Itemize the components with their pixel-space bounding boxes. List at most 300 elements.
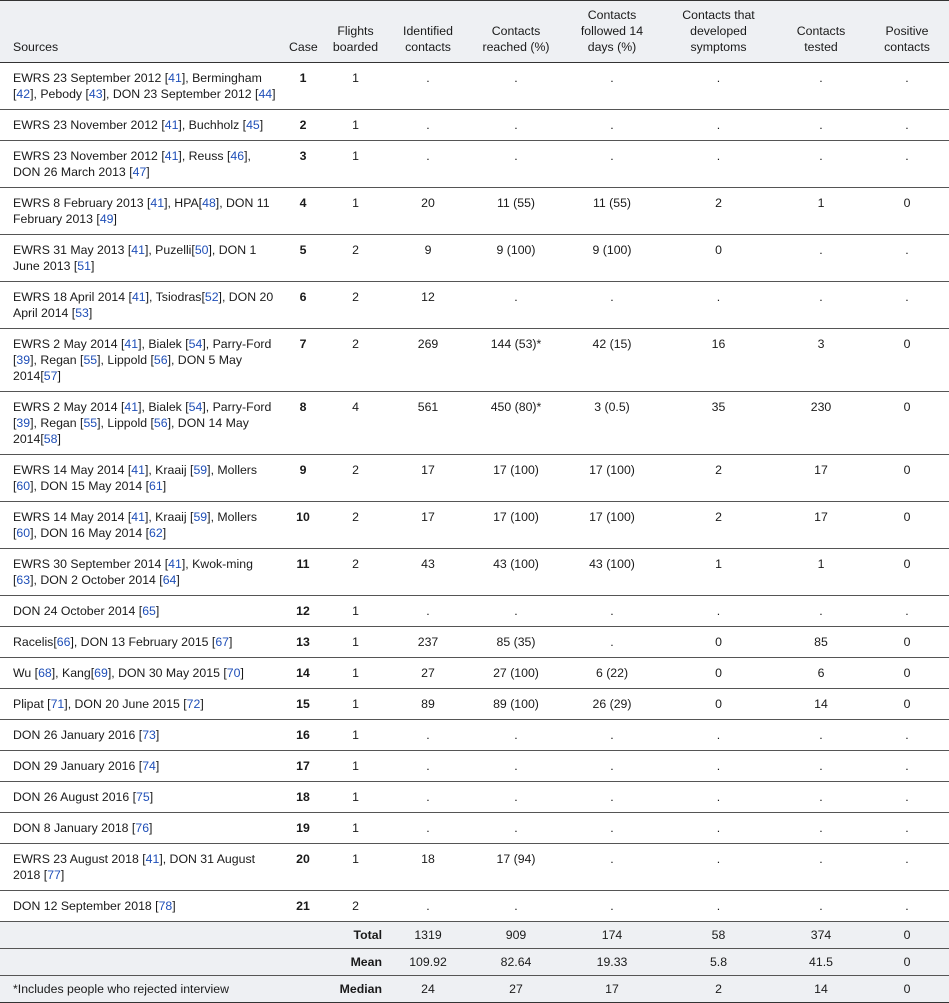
reference-link[interactable]: 64: [162, 573, 177, 587]
reference-link[interactable]: 41: [150, 196, 165, 210]
contacts-reached-cell: .: [468, 282, 564, 329]
reference-link[interactable]: 41: [168, 71, 182, 85]
contacts-followed-cell: 43 (100): [564, 549, 660, 596]
source-text: EWRS 18 April 2014 [: [13, 290, 132, 304]
reference-link[interactable]: 67: [215, 635, 230, 649]
contacts-symptoms-summary-cell: 2: [660, 976, 777, 1003]
reference-link[interactable]: 68: [38, 666, 52, 680]
source-text: Racelis[: [13, 635, 57, 649]
contacts-tested-cell: .: [777, 720, 865, 751]
reference-link[interactable]: 46: [230, 149, 245, 163]
reference-link[interactable]: 41: [131, 510, 145, 524]
flights-boarded-cell: 2: [323, 502, 388, 549]
contacts-reached-summary-cell: 82.64: [468, 949, 564, 976]
contacts-symptoms-cell: .: [660, 751, 777, 782]
positive-contacts-cell: 0: [865, 658, 949, 689]
contacts-tested-cell: .: [777, 110, 865, 141]
contacts-followed-cell: .: [564, 891, 660, 922]
reference-link[interactable]: 74: [142, 759, 156, 773]
contacts-followed-cell: 26 (29): [564, 689, 660, 720]
positive-contacts-cell: .: [865, 751, 949, 782]
case-number-cell: 19: [283, 813, 323, 844]
positive-contacts-cell: 0: [865, 627, 949, 658]
summary-spacer: [0, 922, 283, 949]
flights-boarded-cell: 2: [323, 549, 388, 596]
reference-link[interactable]: 59: [193, 463, 208, 477]
reference-link[interactable]: 71: [50, 697, 65, 711]
source-text: EWRS 14 May 2014 [: [13, 463, 132, 477]
case-number-cell: 8: [283, 392, 323, 455]
table-body: [0, 63, 949, 1003]
reference-link[interactable]: 76: [135, 821, 150, 835]
identified-contacts-cell: 20: [388, 188, 468, 235]
flights-boarded-cell: 1: [323, 720, 388, 751]
flights-boarded-cell: 1: [323, 813, 388, 844]
positive-contacts-cell: 0: [865, 392, 949, 455]
reference-link[interactable]: 57: [43, 369, 58, 383]
source-cell: [0, 329, 283, 392]
source-text: ], Kwok-ming [: [13, 557, 253, 587]
case-number-cell: 7: [283, 329, 323, 392]
flights-boarded-cell: 2: [323, 235, 388, 282]
table-row: [0, 782, 949, 813]
reference-link[interactable]: 45: [246, 118, 260, 132]
source-text: DON 26 January 2016 [: [13, 728, 143, 742]
source-text: DON 12 September 2018 [: [13, 899, 159, 913]
positive-contacts-header: Positive contacts: [865, 1, 949, 63]
contacts-reached-cell: 9 (100): [468, 235, 564, 282]
source-cell: [0, 502, 283, 549]
contacts-reached-cell: .: [468, 720, 564, 751]
reference-link[interactable]: 77: [47, 868, 61, 882]
contacts-tested-cell: 6: [777, 658, 865, 689]
source-text: DON 24 October 2014 [: [13, 604, 143, 618]
table-row: [0, 63, 949, 110]
source-text: DON 8 January 2018 [: [13, 821, 136, 835]
case-number-cell: 11: [283, 549, 323, 596]
flights-boarded-cell: 1: [323, 141, 388, 188]
case-number-cell: 1: [283, 63, 323, 110]
contacts-followed-cell: .: [564, 782, 660, 813]
identified-contacts-cell: 43: [388, 549, 468, 596]
positive-contacts-cell: 0: [865, 689, 949, 720]
contacts-followed-cell: .: [564, 751, 660, 782]
positive-contacts-cell: .: [865, 844, 949, 891]
source-text: ], Kraaij [: [144, 463, 194, 477]
reference-link[interactable]: 53: [75, 306, 89, 320]
case-number-cell: 14: [283, 658, 323, 689]
contacts-followed-cell: .: [564, 720, 660, 751]
identified-contacts-summary-cell: 24: [388, 976, 468, 1003]
reference-link[interactable]: 52: [204, 290, 219, 304]
flights-boarded-cell: 2: [323, 282, 388, 329]
contacts-reached-cell: 17 (100): [468, 502, 564, 549]
contacts-followed-cell: .: [564, 627, 660, 658]
source-cell: [0, 188, 283, 235]
source-text: ]: [149, 790, 154, 804]
source-text: ]: [60, 868, 65, 882]
table-row: [0, 689, 949, 720]
contacts-symptoms-cell: .: [660, 110, 777, 141]
contacts-tested-cell: .: [777, 141, 865, 188]
case-number-cell: 3: [283, 141, 323, 188]
summary-label: Mean: [283, 949, 388, 976]
identified-contacts-cell: .: [388, 891, 468, 922]
contacts-reached-cell: 450 (80)*: [468, 392, 564, 455]
contacts-tested-cell: 3: [777, 329, 865, 392]
contacts-followed-cell: .: [564, 596, 660, 627]
source-text: ], DON 11 February 2013 [: [13, 196, 270, 226]
reference-link[interactable]: 60: [16, 526, 31, 540]
contacts-reached-cell: 11 (55): [468, 188, 564, 235]
contacts-tested-cell: 17: [777, 455, 865, 502]
source-text: ], Buchholz [: [178, 118, 247, 132]
source-text: ], DON 23 September 2012 [: [102, 87, 259, 101]
contacts-tested-summary-cell: 374: [777, 922, 865, 949]
identified-contacts-cell: .: [388, 813, 468, 844]
case-number-cell: 15: [283, 689, 323, 720]
contacts-reached-cell: .: [468, 782, 564, 813]
table-row: [0, 720, 949, 751]
source-text: ], DON 14 May 2014[: [13, 416, 249, 446]
reference-link[interactable]: 51: [77, 259, 91, 273]
source-text: ], Kang[: [51, 666, 95, 680]
flights-boarded-cell: 1: [323, 782, 388, 813]
reference-link[interactable]: 78: [158, 899, 173, 913]
contacts-tested-cell: 85: [777, 627, 865, 658]
contacts-followed-cell: .: [564, 110, 660, 141]
source-text: ]: [200, 697, 204, 711]
reference-link[interactable]: 56: [153, 353, 168, 367]
flights-boarded-cell: 1: [323, 110, 388, 141]
contacts-symptoms-cell: .: [660, 813, 777, 844]
source-text: ]: [272, 87, 276, 101]
source-text: ]: [146, 165, 150, 179]
source-text: ], DON 16 May 2014 [: [30, 526, 150, 540]
positive-contacts-cell: 0: [865, 329, 949, 392]
contacts-followed-cell: 9 (100): [564, 235, 660, 282]
identified-contacts-cell: 269: [388, 329, 468, 392]
contacts-tested-cell: .: [777, 782, 865, 813]
contacts-symptoms-cell: .: [660, 782, 777, 813]
reference-link[interactable]: 47: [132, 165, 147, 179]
contacts-reached-cell: .: [468, 110, 564, 141]
positive-contacts-cell: .: [865, 891, 949, 922]
contacts-tested-cell: .: [777, 235, 865, 282]
footnote: *Includes people who rejected interview: [0, 976, 283, 1003]
sources-header: Sources: [0, 1, 283, 63]
table-row: [0, 549, 949, 596]
contacts-reached-cell: 17 (94): [468, 844, 564, 891]
contacts-symptoms-cell: 0: [660, 658, 777, 689]
contacts-symptoms-cell: 2: [660, 188, 777, 235]
reference-link[interactable]: 61: [149, 479, 163, 493]
reference-link[interactable]: 42: [16, 87, 31, 101]
reference-link[interactable]: 41: [164, 118, 179, 132]
source-text: ], Kraaij [: [144, 510, 194, 524]
contacts-followed-cell: 6 (22): [564, 658, 660, 689]
contacts-symptoms-cell: 0: [660, 627, 777, 658]
case-number-cell: 9: [283, 455, 323, 502]
source-cell: [0, 282, 283, 329]
source-text: ], Bermingham [: [13, 71, 262, 101]
flights-boarded-cell: 1: [323, 63, 388, 110]
contacts-tested-cell: .: [777, 596, 865, 627]
table-row: [0, 502, 949, 549]
identified-contacts-cell: 17: [388, 502, 468, 549]
identified-contacts-cell: .: [388, 596, 468, 627]
contacts-tested-cell: 14: [777, 689, 865, 720]
source-text: ]: [240, 666, 244, 680]
positive-contacts-cell: .: [865, 813, 949, 844]
source-text: ], DON 15 May 2014 [: [30, 479, 150, 493]
reference-link[interactable]: 72: [186, 697, 201, 711]
reference-link[interactable]: 41: [164, 149, 179, 163]
reference-link[interactable]: 41: [124, 337, 139, 351]
reference-link[interactable]: 73: [142, 728, 156, 742]
reference-link[interactable]: 63: [16, 573, 31, 587]
table-row: [0, 188, 949, 235]
contacts-followed-cell: 17 (100): [564, 455, 660, 502]
reference-link[interactable]: 65: [142, 604, 156, 618]
source-cell: [0, 891, 283, 922]
table-row: [0, 658, 949, 689]
contacts-followed-cell: .: [564, 844, 660, 891]
contacts-followed-cell: 3 (0.5): [564, 392, 660, 455]
source-text: ], Lippold [: [97, 353, 154, 367]
source-text: EWRS 8 February 2013 [: [13, 196, 151, 210]
flights-boarded-cell: 1: [323, 751, 388, 782]
reference-link[interactable]: 66: [56, 635, 71, 649]
source-text: ], Tsiodras[: [145, 290, 205, 304]
positive-contacts-cell: .: [865, 596, 949, 627]
reference-link[interactable]: 55: [83, 353, 98, 367]
case-number-cell: 4: [283, 188, 323, 235]
reference-link[interactable]: 69: [94, 666, 108, 680]
contacts-reached-summary-cell: 909: [468, 922, 564, 949]
flights-boarded-cell: 1: [323, 627, 388, 658]
reference-link[interactable]: 75: [136, 790, 150, 804]
positive-contacts-cell: .: [865, 141, 949, 188]
source-text: ]: [172, 899, 176, 913]
contacts-tested-cell: .: [777, 844, 865, 891]
source-text: ], Parry-Ford [: [13, 337, 272, 367]
source-text: ]: [162, 479, 167, 493]
reference-link[interactable]: 58: [43, 432, 58, 446]
contacts-reached-cell: .: [468, 141, 564, 188]
source-text: EWRS 30 September 2014 [: [13, 557, 169, 571]
flights-boarded-header: Flights boarded: [323, 1, 388, 63]
flights-boarded-cell: 1: [323, 188, 388, 235]
source-text: ]: [88, 306, 93, 320]
source-text: ], DON 20 June 2015 [: [64, 697, 187, 711]
reference-link[interactable]: 59: [193, 510, 208, 524]
reference-link[interactable]: 39: [16, 416, 31, 430]
source-text: ], Bialek [: [138, 337, 189, 351]
contacts-followed-cell: 42 (15): [564, 329, 660, 392]
contacts-symptoms-cell: .: [660, 844, 777, 891]
summary-row-median: [0, 976, 949, 1003]
contacts-symptoms-cell: .: [660, 282, 777, 329]
contacts-tested-cell: .: [777, 282, 865, 329]
reference-link[interactable]: 54: [188, 400, 203, 414]
positive-contacts-summary-cell: 0: [865, 976, 949, 1003]
reference-link[interactable]: 41: [131, 243, 145, 257]
case-number-cell: 5: [283, 235, 323, 282]
table-row: [0, 141, 949, 188]
contacts-followed-cell: .: [564, 282, 660, 329]
contacts-symptoms-cell: 0: [660, 689, 777, 720]
case-header: Case: [283, 1, 323, 63]
contacts-tested-cell: .: [777, 63, 865, 110]
contacts-symptoms-cell: 1: [660, 549, 777, 596]
contacts-reached-cell: 17 (100): [468, 455, 564, 502]
contacts-symptoms-cell: .: [660, 141, 777, 188]
identified-contacts-cell: .: [388, 110, 468, 141]
positive-contacts-cell: .: [865, 235, 949, 282]
contacts-reached-cell: .: [468, 63, 564, 110]
source-cell: [0, 235, 283, 282]
identified-contacts-cell: 89: [388, 689, 468, 720]
table-row: [0, 110, 949, 141]
contacts-symptoms-cell: .: [660, 891, 777, 922]
contacts-reached-cell: 85 (35): [468, 627, 564, 658]
contacts-tested-cell: 17: [777, 502, 865, 549]
source-cell: [0, 813, 283, 844]
contacts-tested-cell: 1: [777, 549, 865, 596]
contacts-tested-cell: 230: [777, 392, 865, 455]
identified-contacts-cell: 561: [388, 392, 468, 455]
table-row: [0, 627, 949, 658]
source-cell: [0, 782, 283, 813]
source-text: ], DON 26 March 2013 [: [13, 149, 251, 179]
positive-contacts-cell: .: [865, 720, 949, 751]
case-number-cell: 13: [283, 627, 323, 658]
reference-link[interactable]: 54: [188, 337, 203, 351]
contacts-reached-cell: .: [468, 751, 564, 782]
identified-contacts-cell: 27: [388, 658, 468, 689]
source-text: DON 26 August 2016 [: [13, 790, 137, 804]
positive-contacts-cell: 0: [865, 549, 949, 596]
identified-contacts-cell: 237: [388, 627, 468, 658]
reference-link[interactable]: 41: [124, 400, 139, 414]
identified-contacts-header: Identified contacts: [388, 1, 468, 63]
flights-boarded-cell: 1: [323, 844, 388, 891]
reference-link[interactable]: 41: [168, 557, 182, 571]
source-text: ]: [229, 635, 233, 649]
reference-link[interactable]: 50: [194, 243, 209, 257]
source-text: ], DON 30 May 2015 [: [107, 666, 227, 680]
source-cell: [0, 63, 283, 110]
source-text: Plipat [: [13, 697, 51, 711]
source-cell: [0, 627, 283, 658]
source-text: ], DON 13 February 2015 [: [70, 635, 216, 649]
reference-link[interactable]: 39: [16, 353, 31, 367]
contacts-tested-cell: 1: [777, 188, 865, 235]
reference-link[interactable]: 44: [258, 87, 273, 101]
case-number-cell: 12: [283, 596, 323, 627]
source-text: EWRS 23 November 2012 [: [13, 149, 165, 163]
source-text: ], DON 2 October 2014 [: [30, 573, 163, 587]
source-cell: [0, 844, 283, 891]
identified-contacts-cell: 9: [388, 235, 468, 282]
contacts-reached-cell: .: [468, 891, 564, 922]
source-text: ]: [155, 728, 160, 742]
identified-contacts-cell: .: [388, 751, 468, 782]
contacts-reached-header: Contacts reached (%): [468, 1, 564, 63]
reference-link[interactable]: 43: [88, 87, 103, 101]
source-text: ], Puzelli[: [144, 243, 195, 257]
contacts-followed-summary-cell: 174: [564, 922, 660, 949]
flights-boarded-cell: 1: [323, 596, 388, 627]
reference-link[interactable]: 41: [131, 290, 146, 304]
table-row: [0, 392, 949, 455]
identified-contacts-cell: .: [388, 782, 468, 813]
contacts-reached-cell: 144 (53)*: [468, 329, 564, 392]
table-row: [0, 813, 949, 844]
contacts-tested-cell: .: [777, 751, 865, 782]
contacts-tested-summary-cell: 14: [777, 976, 865, 1003]
source-text: EWRS 2 May 2014 [: [13, 337, 125, 351]
contacts-followed-summary-cell: 17: [564, 976, 660, 1003]
source-text: ], Regan [: [30, 353, 84, 367]
contacts-followed-cell: 17 (100): [564, 502, 660, 549]
positive-contacts-cell: .: [865, 110, 949, 141]
reference-link[interactable]: 56: [153, 416, 168, 430]
source-text: ], DON 31 August 2018 [: [13, 852, 256, 882]
source-text: ], DON 20 April 2014 [: [13, 290, 274, 320]
reference-link[interactable]: 48: [202, 196, 216, 210]
contacts-reached-cell: .: [468, 813, 564, 844]
contacts-reached-cell: .: [468, 596, 564, 627]
contacts-followed-cell: 11 (55): [564, 188, 660, 235]
summary-spacer: [0, 949, 283, 976]
contacts-tested-cell: .: [777, 891, 865, 922]
source-text: ], Reuss [: [178, 149, 231, 163]
source-text: ]: [162, 526, 167, 540]
source-text: ]: [113, 212, 117, 226]
table-row: [0, 891, 949, 922]
case-number-cell: 21: [283, 891, 323, 922]
contacts-symptoms-summary-cell: 58: [660, 922, 777, 949]
summary-label: Median: [283, 976, 388, 1003]
reference-link[interactable]: 70: [226, 666, 241, 680]
source-text: ], HPA[: [164, 196, 203, 210]
contacts-reached-cell: 43 (100): [468, 549, 564, 596]
source-text: ]: [57, 369, 61, 383]
source-cell: [0, 720, 283, 751]
reference-link[interactable]: 62: [149, 526, 163, 540]
reference-link[interactable]: 41: [145, 852, 160, 866]
contacts-tested-header: Contacts tested: [777, 1, 865, 63]
source-text: ], Pebody [: [30, 87, 89, 101]
header-row: [0, 1, 949, 63]
reference-link[interactable]: 41: [131, 463, 145, 477]
source-text: ]: [259, 118, 264, 132]
positive-contacts-cell: 0: [865, 502, 949, 549]
source-cell: [0, 141, 283, 188]
reference-link[interactable]: 60: [16, 479, 31, 493]
positive-contacts-cell: .: [865, 282, 949, 329]
reference-link[interactable]: 55: [83, 416, 98, 430]
summary-label: Total: [283, 922, 388, 949]
source-text: DON 29 January 2016 [: [13, 759, 143, 773]
source-text: ]: [57, 432, 61, 446]
reference-link[interactable]: 49: [99, 212, 114, 226]
identified-contacts-cell: 18: [388, 844, 468, 891]
source-text: ]: [155, 604, 160, 618]
positive-contacts-cell: .: [865, 782, 949, 813]
